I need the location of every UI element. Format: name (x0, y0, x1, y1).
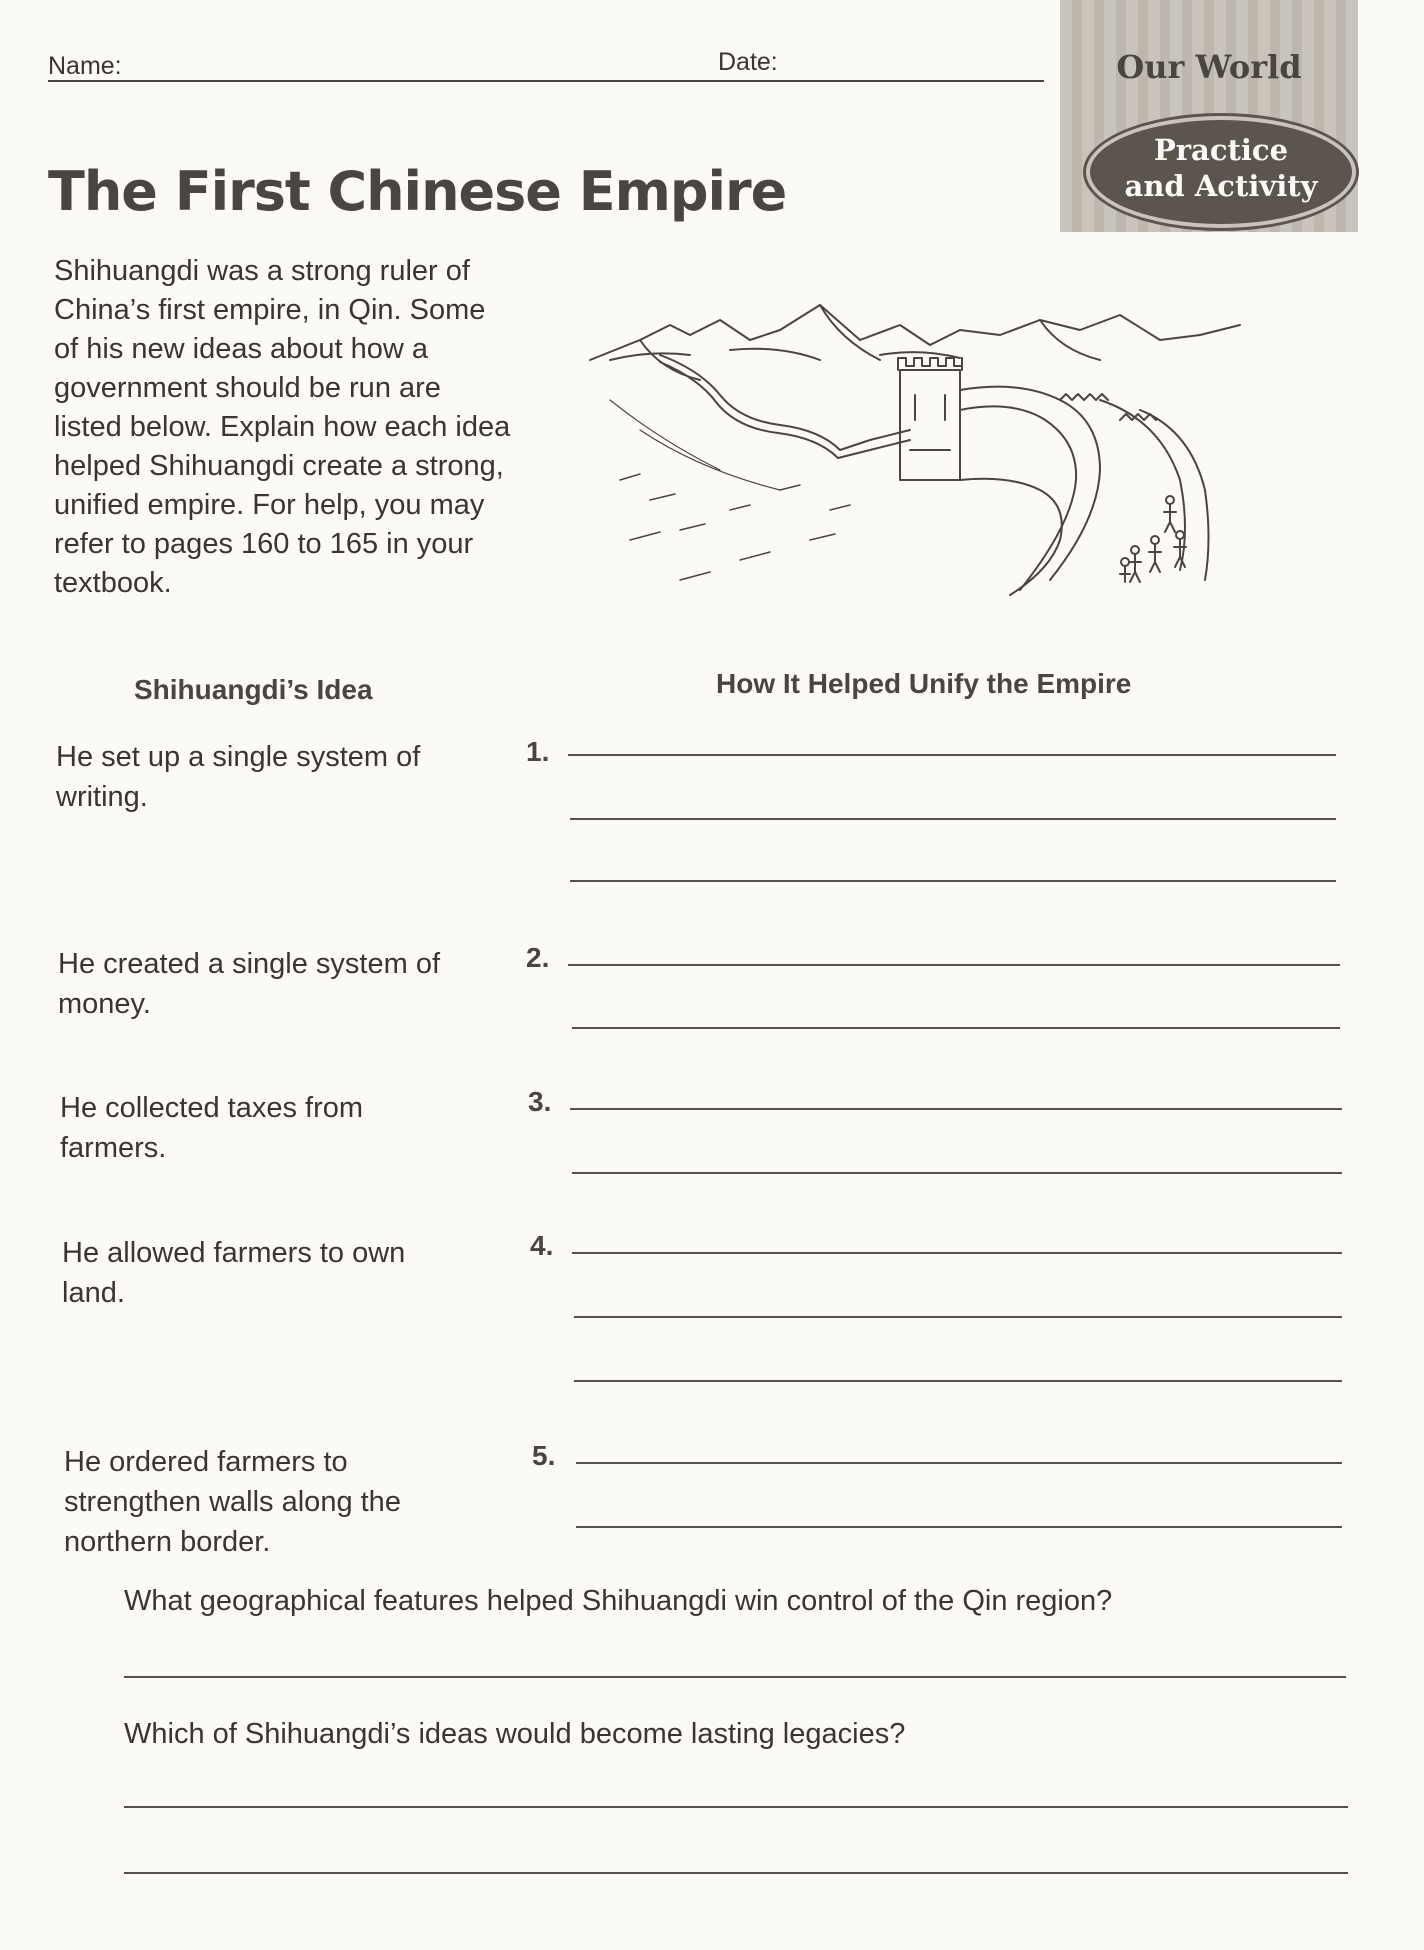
answer-line-3a[interactable] (570, 1108, 1342, 1110)
question-geography-line[interactable] (124, 1676, 1346, 1678)
item-number-5: 5. (532, 1440, 556, 1471)
answer-line-5a[interactable] (576, 1462, 1342, 1464)
idea-4: He allowed farmers to own land. (62, 1237, 406, 1309)
page-title: The First Chinese Empire (48, 160, 787, 223)
idea-column-heading: Shihuangdi’s Idea (134, 674, 373, 705)
answer-line-2b[interactable] (572, 1027, 1340, 1029)
question-legacies-line-2[interactable] (124, 1872, 1348, 1874)
idea-2: He created a single system of money. (58, 948, 441, 1020)
idea-5: He ordered farmers to strengthen walls along the northern border. (64, 1446, 401, 1558)
question-geography: What geographical features helped Shihuangdi win control of the Qin region? (124, 1585, 1113, 1617)
item-number-1: 1. (526, 736, 550, 767)
question-legacies-line-1[interactable] (124, 1806, 1348, 1808)
date-label: Date: (718, 48, 778, 76)
series-corner-tab (1060, 0, 1358, 232)
answer-line-1c[interactable] (570, 880, 1336, 882)
idea-1: He set up a single system of writing. (56, 741, 421, 813)
item-number-3: 3. (528, 1086, 552, 1117)
answer-line-4b[interactable] (574, 1316, 1342, 1318)
great-wall-illustration (580, 300, 1260, 600)
how-column-heading: How It Helped Unify the Empire (716, 668, 1132, 699)
answer-line-1a[interactable] (568, 754, 1336, 756)
answer-line-5b[interactable] (576, 1526, 1342, 1528)
idea-3: He collected taxes from farmers. (60, 1092, 364, 1164)
badge-line-2: and Activity (1124, 169, 1318, 203)
question-legacies: Which of Shihuangdi’s ideas would become lasting legacies? (124, 1718, 906, 1750)
item-number-2: 2. (526, 942, 550, 973)
answer-line-1b[interactable] (570, 818, 1336, 820)
badge-line-1: Practice (1153, 133, 1289, 167)
item-number-4: 4. (530, 1230, 554, 1261)
answer-line-4c[interactable] (574, 1380, 1342, 1382)
practice-badge (1090, 120, 1352, 224)
intro-paragraph: Shihuangdi was a strong ruler of China’s first empire, in Qin. Some of his new ideas about how a government should be run are listed below. Explain how each idea helped Shihuangdi create a strong, unified empire. For help, you may refer to pages 160 to 165 in your textbook. (54, 255, 511, 599)
answer-line-3b[interactable] (572, 1172, 1342, 1174)
answer-line-4a[interactable] (572, 1252, 1342, 1254)
series-title: Our World (1116, 48, 1302, 86)
name-date-rule[interactable] (48, 80, 1044, 82)
answer-line-2a[interactable] (568, 964, 1340, 966)
name-label: Name: (48, 52, 122, 80)
